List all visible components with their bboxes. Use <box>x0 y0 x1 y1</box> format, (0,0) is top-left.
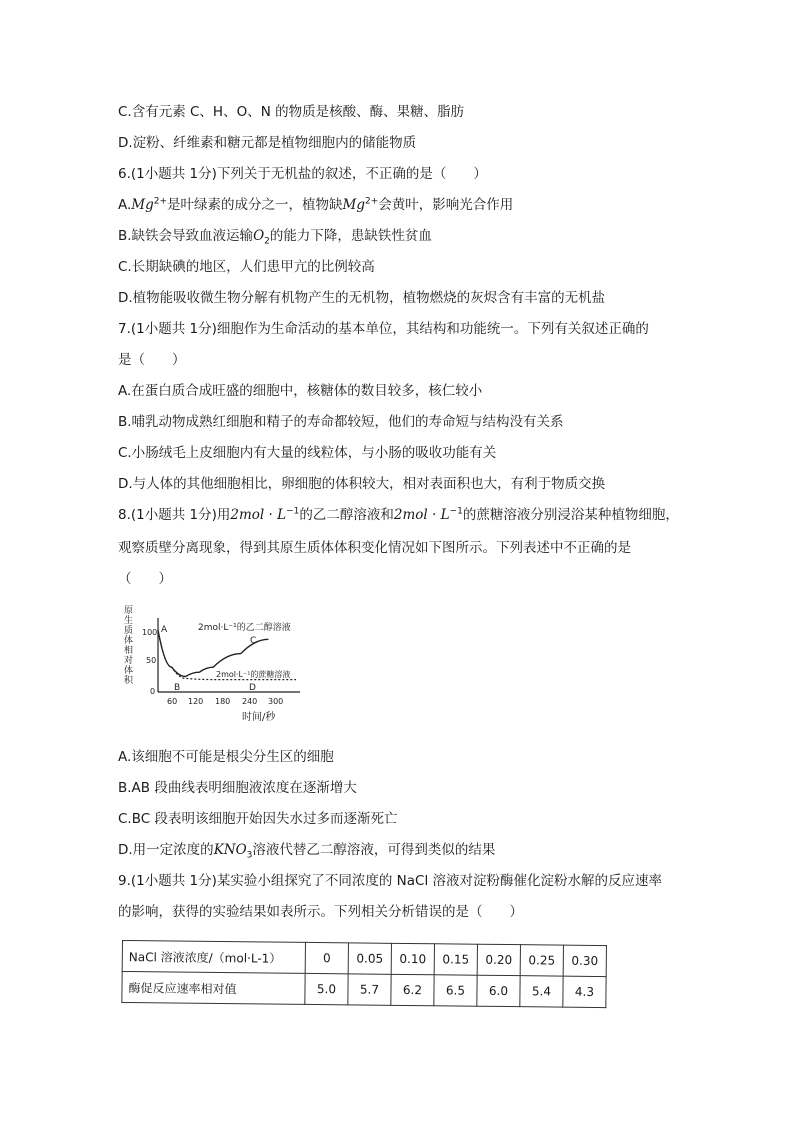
table-header-cell: NaCl 溶液浓度/（mol·L-1） <box>122 941 305 974</box>
question-6-option-a <box>118 195 513 215</box>
table-cell: 0.15 <box>434 944 477 975</box>
question-6-option-b <box>118 226 432 246</box>
formula: 2mol · L <box>393 507 450 523</box>
question-7-stem: 7.(1小题共 1分)细胞作为生命活动的基本单位，其结构和功能统一。下列有关叙述正确的 <box>118 321 649 337</box>
question-6-stem: 6.(1小题共 1分)下列关于无机盐的叙述，不正确的是（ ） <box>118 166 487 182</box>
x-tick-label: 180 <box>215 697 231 706</box>
nacl-enzyme-rate-table <box>121 940 607 1008</box>
option-text: 的能力下降，患缺铁性贫血 <box>269 228 432 244</box>
subscript: 3 <box>246 850 253 861</box>
x-tick-label: 120 <box>188 697 204 706</box>
table-cell: 0.05 <box>348 943 391 974</box>
question-7-option-c: C.小肠绒毛上皮细胞内有大量的线粒体，与小肠的吸收功能有关 <box>118 445 497 461</box>
point-b-label: B <box>174 683 181 693</box>
option-text: 会黄叶，影响光合作用 <box>378 197 514 213</box>
question-7-option-b: B.哺乳动物成熟红细胞和精子的寿命都较短，他们的寿命短与结构没有关系 <box>118 414 564 430</box>
x-axis-title: 时间/秒 <box>242 712 276 723</box>
question-6-option-d: D.植物能吸收微生物分解有机物产生的无机物，植物燃烧的灰烬含有丰富的无机盐 <box>118 290 606 306</box>
question-7-option-a: A.在蛋白质合成旺盛的细胞中，核糖体的数目较多，核仁较小 <box>118 383 483 399</box>
ethylene-glycol-label: 2mol·L⁻¹的乙二醇溶液 <box>198 623 291 633</box>
x-tick-label: 300 <box>268 697 284 706</box>
sucrose-label: 2mol·L⁻¹的蔗糖溶液 <box>216 670 291 679</box>
table-cell: 5.0 <box>305 973 348 1004</box>
point-a-label: A <box>161 625 168 635</box>
question-7-option-d: D.与人体的其他细胞相比，卵细胞的体积较大，相对表面积也大，有利于物质交换 <box>118 476 606 492</box>
formula: Mg <box>131 197 154 213</box>
question-8-stem <box>118 505 679 525</box>
superscript: 2+ <box>365 196 379 207</box>
y-tick-label: 50 <box>146 656 157 665</box>
superscript: −1 <box>286 506 300 517</box>
y-title-char: 积 <box>124 676 134 686</box>
point-d-label: D <box>249 683 256 693</box>
table-cell: 0 <box>305 942 348 973</box>
subscript: 2 <box>264 236 270 247</box>
table-cell: 5.4 <box>520 976 563 1007</box>
formula: Mg <box>342 197 366 213</box>
table-cell: 6.2 <box>391 974 434 1005</box>
table-cell: 0.30 <box>563 945 606 976</box>
superscript: −1 <box>449 506 463 517</box>
protoplast-volume-chart <box>118 600 318 740</box>
y-title-char: 质 <box>124 626 134 636</box>
y-title-char: 原 <box>124 606 134 616</box>
formula: 2mol · L <box>230 507 287 523</box>
option-text: B.缺铁会导致血液运输 <box>118 228 254 244</box>
y-tick-label: 100 <box>142 628 158 637</box>
table-cell: 0.20 <box>477 944 520 975</box>
question-9-stem-cont: 的影响，获得的实验结果如表所示。下列相关分析错误的是（ ） <box>118 904 523 920</box>
question-8-stem-cont: （ ） <box>118 571 172 587</box>
question-7-stem-cont: 是（ ） <box>118 352 186 368</box>
question-8-option-a: A.该细胞不可能是根尖分生区的细胞 <box>118 749 334 765</box>
question-8-stem-cont: 观察质壁分离现象，得到其原生质体体积变化情况如下图所示。下列表述中不正确的是 <box>118 540 631 556</box>
x-tick-label: 240 <box>242 697 258 706</box>
point-c-label: C <box>250 636 257 646</box>
y-title-char: 生 <box>124 616 134 626</box>
superscript: 2+ <box>153 196 168 207</box>
question-8-option-c: C.BC 段表明该细胞开始因失水过多而逐渐死亡 <box>118 811 398 827</box>
question-9-stem: 9.(1小题共 1分)某实验小组探究了不同浓度的 NaCl 溶液对淀粉酶催化淀粉水解的反应速率 <box>118 873 663 889</box>
formula: O <box>253 228 265 244</box>
question-8-option-d <box>118 840 495 860</box>
y-title-char: 体 <box>124 666 134 676</box>
table-cell: 6.0 <box>477 975 520 1006</box>
stem-text: 8.(1小题共 1分)用 <box>118 507 231 523</box>
table-cell: 0.25 <box>520 945 563 976</box>
table-row <box>122 972 606 1008</box>
table-cell: 5.7 <box>348 974 391 1005</box>
question-8-option-b: B.AB 段曲线表明细胞液浓度在逐渐增大 <box>118 780 357 796</box>
question-line: D.淀粉、纤维素和糖元都是植物细胞内的储能物质 <box>118 135 417 151</box>
table-cell: 6.5 <box>434 975 477 1006</box>
option-text: 是叶绿素的成分之一，植物缺 <box>167 197 343 213</box>
option-text: 溶液代替乙二醇溶液，可得到类似的结果 <box>252 842 496 858</box>
y-title-char: 体 <box>124 636 134 646</box>
table-row <box>122 941 606 977</box>
y-axis-title <box>124 605 134 686</box>
y-title-char: 相 <box>124 646 134 656</box>
question-line: C.含有元素 C、H、O、N 的物质是核酸、酶、果糖、脂肪 <box>118 104 465 120</box>
x-tick-label: 60 <box>167 697 178 706</box>
question-6-option-c: C.长期缺碘的地区，人们患甲亢的比例较高 <box>118 259 375 275</box>
option-text: A. <box>118 197 132 213</box>
table-cell: 0.10 <box>391 943 434 974</box>
table-cell: 4.3 <box>563 976 606 1007</box>
y-title-char: 对 <box>124 656 134 666</box>
stem-text: 的蔗糖溶液分别浸浴某种植物细胞， <box>462 507 679 523</box>
formula: KNO <box>213 842 247 858</box>
stem-text: 的乙二醇溶液和 <box>299 507 394 523</box>
option-text: D.用一定浓度的 <box>118 842 214 858</box>
y-tick-label: 0 <box>150 687 156 696</box>
table-header-cell: 酶促反应速率相对值 <box>122 972 305 1005</box>
